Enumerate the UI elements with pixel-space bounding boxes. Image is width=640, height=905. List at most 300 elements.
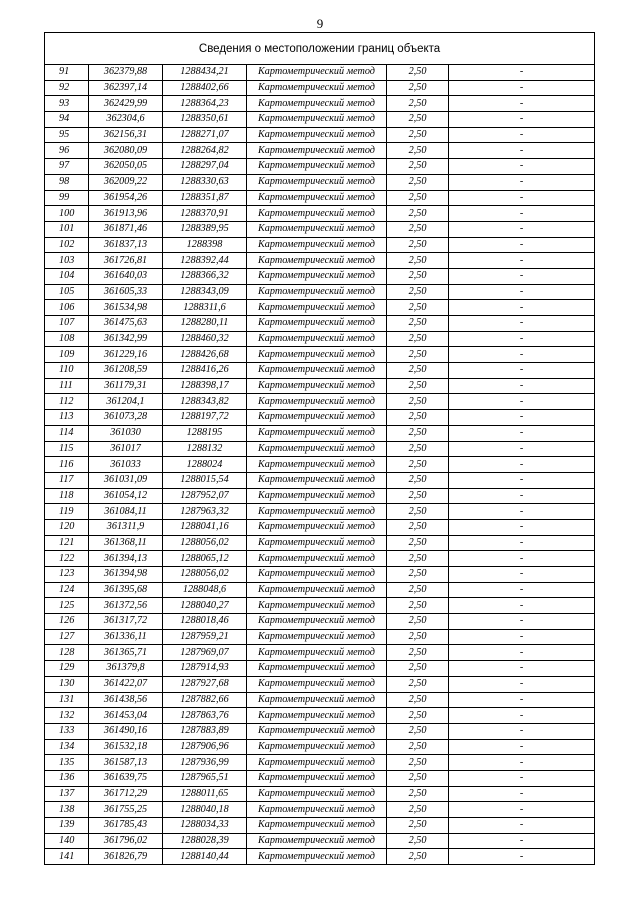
point-number-cell: 131 (45, 692, 89, 708)
method-cell: Картометрический метод (247, 818, 387, 834)
description-cell: - (449, 645, 595, 661)
y-coordinate-cell: 1288015,54 (163, 472, 247, 488)
y-coordinate-cell: 1288389,95 (163, 221, 247, 237)
description-cell: - (449, 661, 595, 677)
y-coordinate-cell: 1287863,76 (163, 708, 247, 724)
x-coordinate-cell: 361336,11 (89, 629, 163, 645)
y-coordinate-cell: 1287882,66 (163, 692, 247, 708)
method-cell: Картометрический метод (247, 708, 387, 724)
accuracy-cell: 2,50 (387, 770, 449, 786)
method-cell: Картометрический метод (247, 567, 387, 583)
table-row (45, 818, 595, 834)
table-row (45, 425, 595, 441)
x-coordinate-cell: 361033 (89, 457, 163, 473)
point-number-cell: 110 (45, 363, 89, 379)
description-cell: - (449, 770, 595, 786)
point-number-cell: 99 (45, 190, 89, 206)
description-cell: - (449, 551, 595, 567)
y-coordinate-cell: 1288011,65 (163, 786, 247, 802)
point-number-cell: 140 (45, 833, 89, 849)
description-cell: - (449, 786, 595, 802)
point-number-cell: 119 (45, 504, 89, 520)
description-cell: - (449, 818, 595, 834)
x-coordinate-cell: 361712,29 (89, 786, 163, 802)
table-row (45, 96, 595, 112)
table-row (45, 221, 595, 237)
table-row (45, 472, 595, 488)
point-number-cell: 105 (45, 284, 89, 300)
description-cell: - (449, 410, 595, 426)
x-coordinate-cell: 362156,31 (89, 127, 163, 143)
table-row (45, 802, 595, 818)
y-coordinate-cell: 1288034,33 (163, 818, 247, 834)
description-cell: - (449, 676, 595, 692)
x-coordinate-cell: 361084,11 (89, 504, 163, 520)
point-number-cell: 114 (45, 425, 89, 441)
method-cell: Картометрический метод (247, 394, 387, 410)
y-coordinate-cell: 1288398 (163, 237, 247, 253)
x-coordinate-cell: 361532,18 (89, 739, 163, 755)
table-row (45, 519, 595, 535)
x-coordinate-cell: 361796,02 (89, 833, 163, 849)
x-coordinate-cell: 361379,8 (89, 661, 163, 677)
description-cell: - (449, 316, 595, 332)
point-number-cell: 126 (45, 614, 89, 630)
accuracy-cell: 2,50 (387, 567, 449, 583)
method-cell: Картометрический метод (247, 504, 387, 520)
method-cell: Картометрический метод (247, 363, 387, 379)
description-cell: - (449, 331, 595, 347)
y-coordinate-cell: 1288040,27 (163, 598, 247, 614)
description-cell: - (449, 112, 595, 128)
x-coordinate-cell: 362009,22 (89, 174, 163, 190)
point-number-cell: 104 (45, 268, 89, 284)
x-coordinate-cell: 361365,71 (89, 645, 163, 661)
table-row (45, 755, 595, 771)
method-cell: Картометрический метод (247, 441, 387, 457)
x-coordinate-cell: 361954,26 (89, 190, 163, 206)
method-cell: Картометрический метод (247, 174, 387, 190)
accuracy-cell: 2,50 (387, 174, 449, 190)
method-cell: Картометрический метод (247, 300, 387, 316)
table-row (45, 127, 595, 143)
accuracy-cell: 2,50 (387, 598, 449, 614)
method-cell: Картометрический метод (247, 221, 387, 237)
table-row (45, 316, 595, 332)
table-row (45, 65, 595, 81)
table-body (45, 65, 595, 865)
accuracy-cell: 2,50 (387, 410, 449, 426)
description-cell: - (449, 363, 595, 379)
accuracy-cell: 2,50 (387, 818, 449, 834)
y-coordinate-cell: 1288351,87 (163, 190, 247, 206)
x-coordinate-cell: 361311,9 (89, 519, 163, 535)
description-cell: - (449, 849, 595, 865)
table-row (45, 80, 595, 96)
table-row (45, 614, 595, 630)
method-cell: Картометрический метод (247, 237, 387, 253)
description-cell: - (449, 708, 595, 724)
point-number-cell: 95 (45, 127, 89, 143)
method-cell: Картометрический метод (247, 284, 387, 300)
x-coordinate-cell: 361395,68 (89, 582, 163, 598)
method-cell: Картометрический метод (247, 268, 387, 284)
method-cell: Картометрический метод (247, 331, 387, 347)
y-coordinate-cell: 1288195 (163, 425, 247, 441)
point-number-cell: 120 (45, 519, 89, 535)
method-cell: Картометрический метод (247, 143, 387, 159)
description-cell: - (449, 567, 595, 583)
accuracy-cell: 2,50 (387, 629, 449, 645)
description-cell: - (449, 472, 595, 488)
method-cell: Картометрический метод (247, 535, 387, 551)
y-coordinate-cell: 1287963,32 (163, 504, 247, 520)
table-row (45, 598, 595, 614)
method-cell: Картометрический метод (247, 802, 387, 818)
description-cell: - (449, 457, 595, 473)
point-number-cell: 127 (45, 629, 89, 645)
y-coordinate-cell: 1288197,72 (163, 410, 247, 426)
y-coordinate-cell: 1288343,82 (163, 394, 247, 410)
x-coordinate-cell: 361785,43 (89, 818, 163, 834)
accuracy-cell: 2,50 (387, 284, 449, 300)
y-coordinate-cell: 1288056,02 (163, 535, 247, 551)
accuracy-cell: 2,50 (387, 457, 449, 473)
method-cell: Картометрический метод (247, 425, 387, 441)
description-cell: - (449, 504, 595, 520)
accuracy-cell: 2,50 (387, 80, 449, 96)
accuracy-cell: 2,50 (387, 206, 449, 222)
accuracy-cell: 2,50 (387, 661, 449, 677)
x-coordinate-cell: 361871,46 (89, 221, 163, 237)
method-cell: Картометрический метод (247, 206, 387, 222)
point-number-cell: 116 (45, 457, 89, 473)
description-cell: - (449, 268, 595, 284)
accuracy-cell: 2,50 (387, 645, 449, 661)
y-coordinate-cell: 1288041,16 (163, 519, 247, 535)
table-row (45, 159, 595, 175)
description-cell: - (449, 629, 595, 645)
table-row (45, 661, 595, 677)
method-cell: Картометрический метод (247, 316, 387, 332)
table-row (45, 410, 595, 426)
description-cell: - (449, 284, 595, 300)
point-number-cell: 124 (45, 582, 89, 598)
table-row (45, 143, 595, 159)
accuracy-cell: 2,50 (387, 504, 449, 520)
y-coordinate-cell: 1288018,46 (163, 614, 247, 630)
table-row (45, 849, 595, 865)
table-row (45, 770, 595, 786)
y-coordinate-cell: 1288028,39 (163, 833, 247, 849)
point-number-cell: 103 (45, 253, 89, 269)
x-coordinate-cell: 362397,14 (89, 80, 163, 96)
accuracy-cell: 2,50 (387, 394, 449, 410)
x-coordinate-cell: 361837,13 (89, 237, 163, 253)
description-cell: - (449, 833, 595, 849)
point-number-cell: 91 (45, 65, 89, 81)
x-coordinate-cell: 361587,13 (89, 755, 163, 771)
description-cell: - (449, 206, 595, 222)
table-row (45, 378, 595, 394)
x-coordinate-cell: 361438,56 (89, 692, 163, 708)
x-coordinate-cell: 361317,72 (89, 614, 163, 630)
x-coordinate-cell: 361394,98 (89, 567, 163, 583)
accuracy-cell: 2,50 (387, 96, 449, 112)
y-coordinate-cell: 1287883,89 (163, 723, 247, 739)
method-cell: Картометрический метод (247, 410, 387, 426)
point-number-cell: 102 (45, 237, 89, 253)
x-coordinate-cell: 362429,99 (89, 96, 163, 112)
accuracy-cell: 2,50 (387, 268, 449, 284)
y-coordinate-cell: 1287952,07 (163, 488, 247, 504)
description-cell: - (449, 394, 595, 410)
method-cell: Картометрический метод (247, 96, 387, 112)
x-coordinate-cell: 362379,88 (89, 65, 163, 81)
point-number-cell: 108 (45, 331, 89, 347)
point-number-cell: 137 (45, 786, 89, 802)
description-cell: - (449, 755, 595, 771)
y-coordinate-cell: 1288297,04 (163, 159, 247, 175)
point-number-cell: 101 (45, 221, 89, 237)
accuracy-cell: 2,50 (387, 237, 449, 253)
accuracy-cell: 2,50 (387, 112, 449, 128)
method-cell: Картометрический метод (247, 786, 387, 802)
table-row (45, 676, 595, 692)
table-row (45, 739, 595, 755)
description-cell: - (449, 378, 595, 394)
description-cell: - (449, 253, 595, 269)
point-number-cell: 135 (45, 755, 89, 771)
point-number-cell: 125 (45, 598, 89, 614)
point-number-cell: 92 (45, 80, 89, 96)
y-coordinate-cell: 1288264,82 (163, 143, 247, 159)
accuracy-cell: 2,50 (387, 221, 449, 237)
accuracy-cell: 2,50 (387, 143, 449, 159)
accuracy-cell: 2,50 (387, 363, 449, 379)
x-coordinate-cell: 361342,99 (89, 331, 163, 347)
y-coordinate-cell: 1288460,32 (163, 331, 247, 347)
point-number-cell: 132 (45, 708, 89, 724)
accuracy-cell: 2,50 (387, 614, 449, 630)
description-cell: - (449, 739, 595, 755)
table-row (45, 629, 595, 645)
y-coordinate-cell: 1288280,11 (163, 316, 247, 332)
table-title: Сведения о местоположении границ объекта (45, 33, 595, 65)
table-row (45, 190, 595, 206)
x-coordinate-cell: 361534,98 (89, 300, 163, 316)
method-cell: Картометрический метод (247, 739, 387, 755)
point-number-cell: 134 (45, 739, 89, 755)
table-row (45, 645, 595, 661)
method-cell: Картометрический метод (247, 692, 387, 708)
description-cell: - (449, 221, 595, 237)
x-coordinate-cell: 362050,05 (89, 159, 163, 175)
accuracy-cell: 2,50 (387, 723, 449, 739)
x-coordinate-cell: 361073,28 (89, 410, 163, 426)
accuracy-cell: 2,50 (387, 378, 449, 394)
y-coordinate-cell: 1288392,44 (163, 253, 247, 269)
x-coordinate-cell: 361640,03 (89, 268, 163, 284)
accuracy-cell: 2,50 (387, 127, 449, 143)
method-cell: Картометрический метод (247, 833, 387, 849)
y-coordinate-cell: 1288398,17 (163, 378, 247, 394)
accuracy-cell: 2,50 (387, 692, 449, 708)
method-cell: Картометрический метод (247, 488, 387, 504)
accuracy-cell: 2,50 (387, 488, 449, 504)
point-number-cell: 94 (45, 112, 89, 128)
description-cell: - (449, 159, 595, 175)
accuracy-cell: 2,50 (387, 551, 449, 567)
y-coordinate-cell: 1288370,91 (163, 206, 247, 222)
point-number-cell: 111 (45, 378, 89, 394)
accuracy-cell: 2,50 (387, 316, 449, 332)
point-number-cell: 123 (45, 567, 89, 583)
point-number-cell: 138 (45, 802, 89, 818)
accuracy-cell: 2,50 (387, 300, 449, 316)
point-number-cell: 128 (45, 645, 89, 661)
y-coordinate-cell: 1287906,96 (163, 739, 247, 755)
x-coordinate-cell: 361826,79 (89, 849, 163, 865)
table-row (45, 112, 595, 128)
table-row (45, 206, 595, 222)
table-row (45, 833, 595, 849)
y-coordinate-cell: 1288330,63 (163, 174, 247, 190)
description-cell: - (449, 519, 595, 535)
point-number-cell: 130 (45, 676, 89, 692)
accuracy-cell: 2,50 (387, 802, 449, 818)
point-number-cell: 115 (45, 441, 89, 457)
method-cell: Картометрический метод (247, 112, 387, 128)
method-cell: Картометрический метод (247, 347, 387, 363)
x-coordinate-cell: 361394,13 (89, 551, 163, 567)
point-number-cell: 97 (45, 159, 89, 175)
description-cell: - (449, 65, 595, 81)
table-title-row (45, 33, 595, 65)
description-cell: - (449, 80, 595, 96)
x-coordinate-cell: 361368,11 (89, 535, 163, 551)
accuracy-cell: 2,50 (387, 676, 449, 692)
x-coordinate-cell: 361031,09 (89, 472, 163, 488)
method-cell: Картометрический метод (247, 190, 387, 206)
accuracy-cell: 2,50 (387, 582, 449, 598)
x-coordinate-cell: 361422,07 (89, 676, 163, 692)
table-row (45, 331, 595, 347)
table-row (45, 441, 595, 457)
method-cell: Картометрический метод (247, 472, 387, 488)
x-coordinate-cell: 361030 (89, 425, 163, 441)
point-number-cell: 112 (45, 394, 89, 410)
method-cell: Картометрический метод (247, 661, 387, 677)
table-row (45, 708, 595, 724)
x-coordinate-cell: 361755,25 (89, 802, 163, 818)
y-coordinate-cell: 1288434,21 (163, 65, 247, 81)
description-cell: - (449, 174, 595, 190)
point-number-cell: 106 (45, 300, 89, 316)
table-row (45, 504, 595, 520)
accuracy-cell: 2,50 (387, 519, 449, 535)
accuracy-cell: 2,50 (387, 425, 449, 441)
y-coordinate-cell: 1287914,93 (163, 661, 247, 677)
y-coordinate-cell: 1287927,68 (163, 676, 247, 692)
x-coordinate-cell: 361453,04 (89, 708, 163, 724)
table-row (45, 300, 595, 316)
x-coordinate-cell: 361726,81 (89, 253, 163, 269)
method-cell: Картометрический метод (247, 598, 387, 614)
description-cell: - (449, 582, 595, 598)
y-coordinate-cell: 1288056,02 (163, 567, 247, 583)
method-cell: Картометрический метод (247, 755, 387, 771)
table-row (45, 551, 595, 567)
table-row (45, 253, 595, 269)
table-row (45, 457, 595, 473)
table-row (45, 284, 595, 300)
accuracy-cell: 2,50 (387, 331, 449, 347)
description-cell: - (449, 96, 595, 112)
y-coordinate-cell: 1288024 (163, 457, 247, 473)
table-row (45, 567, 595, 583)
method-cell: Картометрический метод (247, 645, 387, 661)
x-coordinate-cell: 361639,75 (89, 770, 163, 786)
method-cell: Картометрический метод (247, 80, 387, 96)
method-cell: Картометрический метод (247, 65, 387, 81)
method-cell: Картометрический метод (247, 253, 387, 269)
description-cell: - (449, 300, 595, 316)
x-coordinate-cell: 361913,96 (89, 206, 163, 222)
x-coordinate-cell: 361490,16 (89, 723, 163, 739)
description-cell: - (449, 802, 595, 818)
point-number-cell: 107 (45, 316, 89, 332)
y-coordinate-cell: 1288040,18 (163, 802, 247, 818)
method-cell: Картометрический метод (247, 582, 387, 598)
accuracy-cell: 2,50 (387, 347, 449, 363)
y-coordinate-cell: 1287965,51 (163, 770, 247, 786)
method-cell: Картометрический метод (247, 457, 387, 473)
method-cell: Картометрический метод (247, 723, 387, 739)
x-coordinate-cell: 361229,16 (89, 347, 163, 363)
point-number-cell: 139 (45, 818, 89, 834)
y-coordinate-cell: 1288271,07 (163, 127, 247, 143)
y-coordinate-cell: 1287959,21 (163, 629, 247, 645)
method-cell: Картометрический метод (247, 159, 387, 175)
description-cell: - (449, 692, 595, 708)
x-coordinate-cell: 361054,12 (89, 488, 163, 504)
y-coordinate-cell: 1288426,68 (163, 347, 247, 363)
accuracy-cell: 2,50 (387, 472, 449, 488)
table-row (45, 786, 595, 802)
description-cell: - (449, 237, 595, 253)
method-cell: Картометрический метод (247, 770, 387, 786)
point-number-cell: 109 (45, 347, 89, 363)
y-coordinate-cell: 1288350,61 (163, 112, 247, 128)
x-coordinate-cell: 362080,09 (89, 143, 163, 159)
accuracy-cell: 2,50 (387, 159, 449, 175)
table-row (45, 237, 595, 253)
y-coordinate-cell: 1288140,44 (163, 849, 247, 865)
x-coordinate-cell: 361208,59 (89, 363, 163, 379)
table-row (45, 268, 595, 284)
y-coordinate-cell: 1288311,6 (163, 300, 247, 316)
y-coordinate-cell: 1288366,32 (163, 268, 247, 284)
table-row (45, 363, 595, 379)
point-number-cell: 121 (45, 535, 89, 551)
accuracy-cell: 2,50 (387, 833, 449, 849)
point-number-cell: 133 (45, 723, 89, 739)
accuracy-cell: 2,50 (387, 253, 449, 269)
method-cell: Картометрический метод (247, 676, 387, 692)
table-row (45, 692, 595, 708)
table-row (45, 723, 595, 739)
